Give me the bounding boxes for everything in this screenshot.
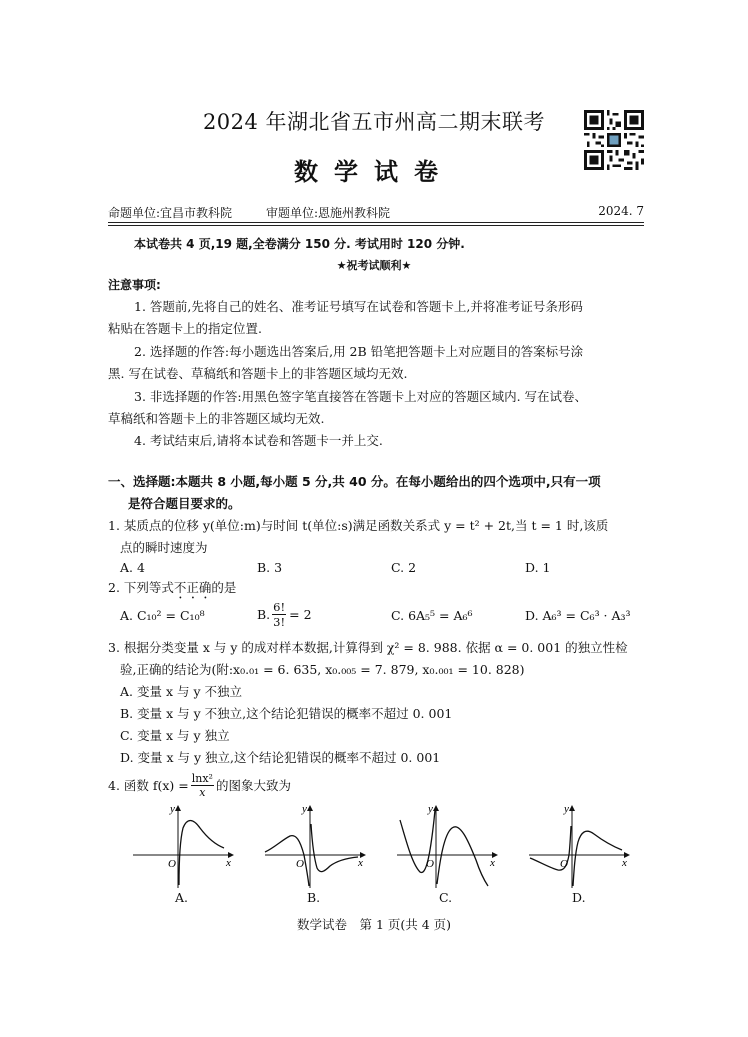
- question-1-stem-cont: 点的瞬时速度为: [120, 540, 208, 555]
- graph-d-label: D.: [572, 890, 586, 905]
- question-3-option-b: B. 变量 x 与 y 不独立,这个结论犯错误的概率不超过 0. 001: [120, 706, 453, 721]
- graph-b-y-arrow-icon: [307, 805, 313, 811]
- graph-a-y-arrow-icon: [175, 805, 181, 811]
- question-4-stem: [108, 772, 291, 799]
- section-heading: 一、选择题:本题共 8 小题,每小题 5 分,共 40 分。在每小题给出的四个选项中,只有一项: [108, 474, 601, 489]
- graph-a-x-label: x: [226, 857, 231, 869]
- notice-item-1: 1. 答题前,先将自己的姓名、准考证号填写在试卷和答题卡上,并将准考证号条形码: [134, 299, 583, 314]
- notice-heading: 注意事项:: [108, 278, 161, 292]
- question-1-option-a: A. 4: [120, 560, 145, 575]
- exam-wish: ★祝考试顺利★: [336, 259, 412, 272]
- graph-a-curve: [179, 821, 224, 886]
- question-2-stem-suffix: 的是: [211, 580, 237, 595]
- question-2-option-a: A. C₁₀² = C₁₀⁸: [120, 608, 205, 623]
- notice-item-4: 4. 考试结束后,请将本试卷和答题卡一并上交.: [134, 433, 383, 448]
- graph-c-label: C.: [439, 890, 453, 905]
- question-4-stem-suffix: 的图象大致为: [215, 777, 291, 793]
- graph-d-y-label: y: [564, 803, 569, 815]
- notice-item-2-cont: 黑. 写在试卷、草稿纸和答题卡上的非答题区域均无效.: [108, 366, 408, 381]
- question-4-fraction: [191, 772, 214, 799]
- graph-c-origin: O: [426, 858, 434, 870]
- graph-c-x-label: x: [490, 857, 495, 869]
- question-2-emphasis: 不正确: [173, 580, 212, 595]
- graph-a-label: A.: [175, 890, 189, 905]
- exam-title: 2024 年湖北省五市州高二期末联考: [202, 110, 546, 134]
- subject-title: 数学试卷: [294, 158, 454, 186]
- question-2-stem-prefix: 2. 下列等式: [108, 580, 174, 595]
- graph-d-y-arrow-icon: [569, 805, 575, 811]
- question-2-option-d: D. A₆³ = C₆³ · A₃³: [525, 608, 631, 623]
- header-rule-top: [108, 222, 644, 223]
- qr-code-icon: [584, 110, 644, 170]
- proposer-unit: 命题单位:宜昌市教科院: [108, 206, 233, 220]
- question-2-stem: [108, 578, 236, 602]
- question-3-stem-cont: 验,正确的结论为(附:x₀.₀₁ = 6. 635, x₀.₀₀₅ = 7. 879, x₀.₀₀₁ = 10. 828): [120, 662, 525, 677]
- graph-d: [524, 800, 634, 890]
- question-3-option-d: D. 变量 x 与 y 独立,这个结论犯错误的概率不超过 0. 001: [120, 750, 441, 765]
- question-2-option-c: C. 6A₅⁵ = A₆⁶: [391, 608, 473, 623]
- section-heading-cont: 是符合题目要求的。: [128, 496, 241, 511]
- graph-b-label: B.: [307, 890, 321, 905]
- notice-item-3: 3. 非选择题的作答:用黑色签字笔直接答在答题卡上对应的答题区域内. 写在试卷、: [134, 389, 588, 404]
- graph-c-curve-right: [437, 827, 488, 886]
- graph-c: [392, 800, 502, 890]
- exam-date: 2024. 7: [598, 204, 644, 218]
- question-4-denominator: x: [199, 786, 206, 799]
- option-b-numerator: 6!: [273, 600, 286, 614]
- question-3-stem: 3. 根据分类变量 x 与 y 的成对样本数据,计算得到 χ² = 8. 988. 依据 α = 0. 001 的独立性检: [108, 640, 628, 655]
- reviewer-unit: 审题单位:恩施州教科院: [266, 206, 391, 220]
- question-1-option-c: C. 2: [391, 560, 417, 575]
- question-1-option-d: D. 1: [525, 560, 551, 575]
- graph-b-origin: O: [296, 858, 304, 870]
- graph-b: [260, 800, 370, 890]
- question-4-stem-prefix: 4. 函数 f(x) =: [108, 777, 189, 793]
- graph-d-x-label: x: [622, 857, 627, 869]
- graph-a-origin: O: [168, 858, 176, 870]
- notice-item-1-cont: 粘贴在答题卡上的指定位置.: [108, 321, 262, 336]
- graph-d-origin: O: [560, 858, 568, 870]
- option-b-denominator: 3!: [273, 615, 286, 629]
- question-3-option-a: A. 变量 x 与 y 不独立: [120, 684, 242, 699]
- notice-item-3-cont: 草稿纸和答题卡上的非答题区域均无效.: [108, 411, 325, 426]
- option-b-label: B.: [257, 607, 271, 622]
- option-b-tail: = 2: [289, 607, 312, 622]
- question-1-stem: 1. 某质点的位移 y(单位:m)与时间 t(单位:s)满足函数关系式 y = t² + 2t,当 t = 1 时,该质: [108, 518, 609, 533]
- graph-c-y-label: y: [428, 803, 433, 815]
- header-rule-bottom: [108, 225, 644, 226]
- question-3-option-c: C. 变量 x 与 y 独立: [120, 728, 230, 743]
- question-1-option-b: B. 3: [257, 560, 283, 575]
- graph-a: [128, 800, 238, 890]
- page-footer: 数学试卷 第 1 页(共 4 页): [296, 917, 452, 932]
- graph-d-curve-right: [573, 831, 622, 886]
- graph-a-y-label: y: [170, 803, 175, 815]
- option-b-fraction: [272, 600, 286, 629]
- question-4-numerator: lnx²: [191, 772, 213, 785]
- question-2-option-b: [257, 600, 312, 629]
- graph-c-y-arrow-icon: [433, 805, 439, 811]
- graph-b-curve-right: [311, 824, 358, 872]
- graph-b-y-label: y: [302, 803, 307, 815]
- graph-b-x-label: x: [358, 857, 363, 869]
- notice-item-2: 2. 选择题的作答:每小题选出答案后,用 2B 铅笔把答题卡上对应题目的答案标号涂: [134, 344, 584, 359]
- exam-summary: 本试卷共 4 页,19 题,全卷满分 150 分. 考试用时 120 分钟.: [134, 237, 465, 251]
